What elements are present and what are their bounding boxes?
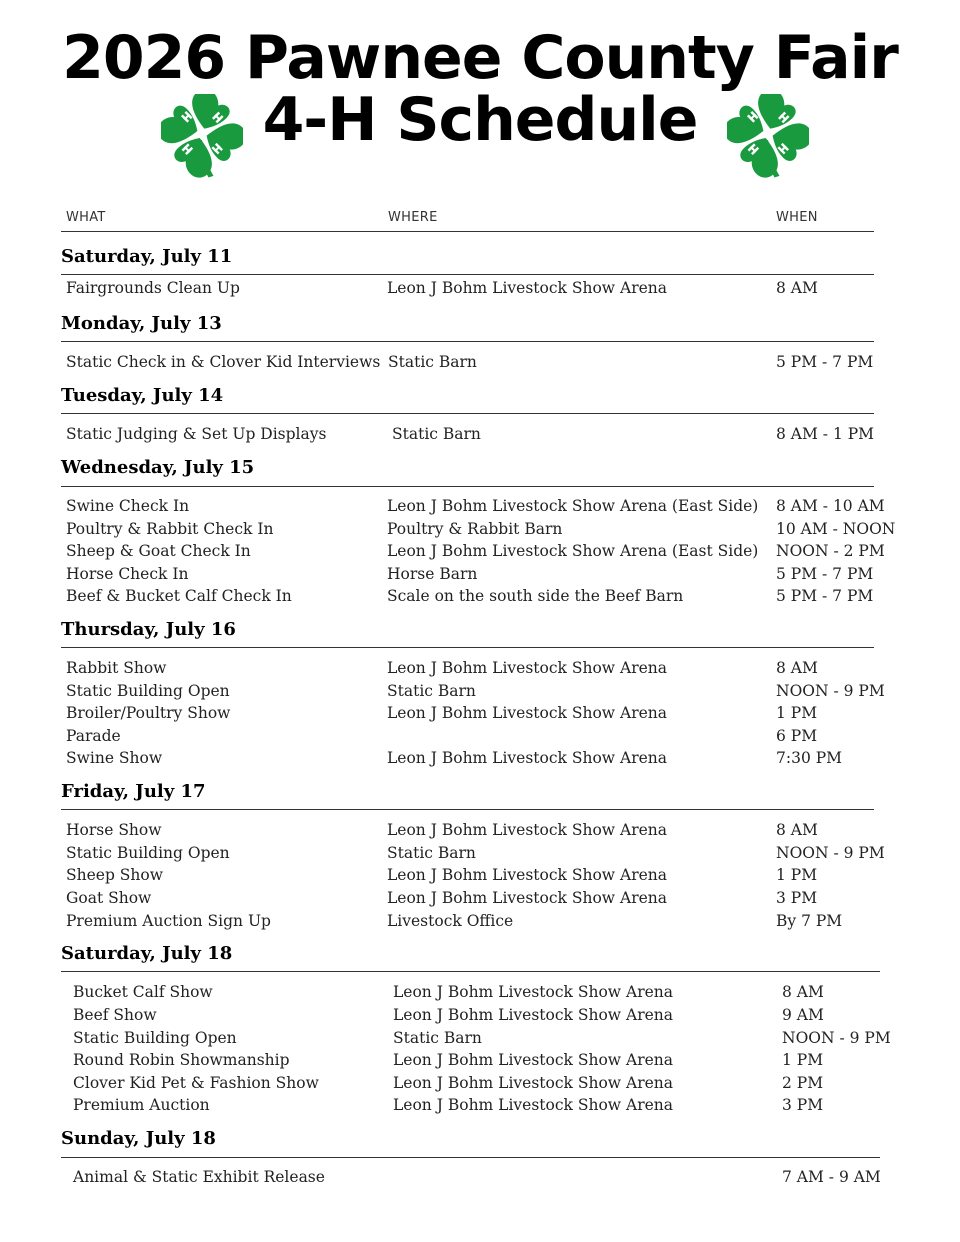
page-title: 2026 Pawnee County Fair bbox=[62, 23, 898, 93]
schedule-cell-when: NOON - 9 PM bbox=[782, 1029, 891, 1047]
schedule-cell-what: Premium Auction Sign Up bbox=[66, 912, 271, 930]
header-divider bbox=[61, 231, 874, 232]
schedule-cell-when: NOON - 2 PM bbox=[776, 542, 885, 560]
schedule-cell-where: Leon J Bohm Livestock Show Arena (East Side) bbox=[387, 497, 759, 515]
schedule-cell-where: Poultry & Rabbit Barn bbox=[387, 520, 563, 538]
schedule-cell-what: Swine Show bbox=[66, 749, 163, 767]
schedule-cell-where: Static Barn bbox=[387, 682, 476, 700]
schedule-cell-where: Leon J Bohm Livestock Show Arena bbox=[387, 749, 667, 767]
schedule-cell-what: Rabbit Show bbox=[66, 659, 167, 677]
schedule-cell-what: Clover Kid Pet & Fashion Show bbox=[73, 1074, 319, 1092]
4h-clover-icon bbox=[727, 94, 809, 180]
schedule-cell-where: Leon J Bohm Livestock Show Arena bbox=[393, 1096, 673, 1114]
schedule-cell-when: 8 AM - 1 PM bbox=[776, 425, 875, 443]
schedule-cell-when: NOON - 9 PM bbox=[776, 844, 885, 862]
schedule-cell-what: Poultry & Rabbit Check In bbox=[66, 520, 274, 538]
day-heading: Friday, July 17 bbox=[61, 781, 206, 802]
schedule-cell-when: 8 AM - 10 AM bbox=[776, 497, 885, 515]
schedule-cell-what: Static Building Open bbox=[66, 844, 230, 862]
schedule-cell-what: Broiler/Poultry Show bbox=[66, 704, 231, 722]
day-heading: Tuesday, July 14 bbox=[61, 385, 224, 406]
page-subtitle: 4-H Schedule bbox=[262, 85, 698, 155]
schedule-cell-where: Leon J Bohm Livestock Show Arena bbox=[393, 1051, 673, 1069]
schedule-cell-where: Static Barn bbox=[393, 1029, 482, 1047]
schedule-cell-where: Leon J Bohm Livestock Show Arena (East Side) bbox=[387, 542, 759, 560]
day-heading: Wednesday, July 15 bbox=[61, 457, 255, 478]
column-header-when: WHEN bbox=[776, 210, 818, 225]
day-divider bbox=[61, 809, 874, 810]
schedule-cell-what: Static Check in & Clover Kid Interviews bbox=[66, 353, 381, 371]
schedule-cell-what: Horse Check In bbox=[66, 565, 189, 583]
schedule-cell-when: 9 AM bbox=[782, 1006, 824, 1024]
schedule-cell-what: Sheep & Goat Check In bbox=[66, 542, 251, 560]
schedule-cell-where: Static Barn bbox=[388, 353, 477, 371]
schedule-cell-where: Horse Barn bbox=[387, 565, 478, 583]
schedule-cell-what: Static Building Open bbox=[66, 682, 230, 700]
schedule-cell-when: By 7 PM bbox=[776, 912, 843, 930]
day-divider bbox=[61, 1157, 880, 1158]
schedule-cell-when: 1 PM bbox=[776, 704, 818, 722]
day-heading: Sunday, July 18 bbox=[61, 1128, 216, 1149]
schedule-cell-where: Static Barn bbox=[387, 844, 476, 862]
schedule-cell-what: Goat Show bbox=[66, 889, 152, 907]
schedule-cell-when: 5 PM - 7 PM bbox=[776, 353, 874, 371]
schedule-cell-what: Static Building Open bbox=[73, 1029, 237, 1047]
schedule-cell-what: Animal & Static Exhibit Release bbox=[73, 1168, 325, 1186]
schedule-cell-when: 3 PM bbox=[776, 889, 818, 907]
schedule-cell-when: 5 PM - 7 PM bbox=[776, 565, 874, 583]
day-heading: Monday, July 13 bbox=[61, 313, 222, 334]
schedule-cell-where: Scale on the south side the Beef Barn bbox=[387, 587, 684, 605]
day-divider bbox=[61, 486, 874, 487]
schedule-cell-what: Beef Show bbox=[73, 1006, 157, 1024]
schedule-cell-when: 1 PM bbox=[782, 1051, 824, 1069]
schedule-cell-when: 5 PM - 7 PM bbox=[776, 587, 874, 605]
schedule-cell-where: Leon J Bohm Livestock Show Arena bbox=[387, 866, 667, 884]
schedule-cell-what: Bucket Calf Show bbox=[73, 983, 213, 1001]
column-header-where: WHERE bbox=[388, 210, 438, 225]
schedule-cell-when: 8 AM bbox=[776, 821, 818, 839]
schedule-cell-where: Leon J Bohm Livestock Show Arena bbox=[387, 821, 667, 839]
schedule-cell-when: 7 AM - 9 AM bbox=[782, 1168, 881, 1186]
schedule-cell-what: Static Judging & Set Up Displays bbox=[66, 425, 327, 443]
day-divider bbox=[61, 647, 874, 648]
schedule-cell-what: Horse Show bbox=[66, 821, 162, 839]
schedule-cell-when: 8 AM bbox=[776, 279, 818, 297]
schedule-cell-where: Leon J Bohm Livestock Show Arena bbox=[393, 983, 673, 1001]
schedule-cell-where: Leon J Bohm Livestock Show Arena bbox=[387, 889, 667, 907]
schedule-cell-when: 10 AM - NOON bbox=[776, 520, 896, 538]
schedule-cell-what: Sheep Show bbox=[66, 866, 163, 884]
schedule-cell-when: 7:30 PM bbox=[776, 749, 843, 767]
schedule-cell-where: Leon J Bohm Livestock Show Arena bbox=[387, 704, 667, 722]
schedule-cell-when: 3 PM bbox=[782, 1096, 824, 1114]
schedule-cell-what: Beef & Bucket Calf Check In bbox=[66, 587, 292, 605]
schedule-cell-when: 1 PM bbox=[776, 866, 818, 884]
4h-clover-icon bbox=[161, 94, 243, 180]
schedule-cell-where: Leon J Bohm Livestock Show Arena bbox=[387, 659, 667, 677]
schedule-cell-where: Leon J Bohm Livestock Show Arena bbox=[387, 279, 667, 297]
day-divider bbox=[61, 274, 874, 275]
day-divider bbox=[61, 341, 874, 342]
schedule-cell-where: Leon J Bohm Livestock Show Arena bbox=[393, 1074, 673, 1092]
schedule-cell-what: Swine Check In bbox=[66, 497, 190, 515]
schedule-cell-what: Fairgrounds Clean Up bbox=[66, 279, 240, 297]
schedule-cell-where: Static Barn bbox=[392, 425, 481, 443]
schedule-cell-what: Premium Auction bbox=[73, 1096, 210, 1114]
schedule-cell-when: 2 PM bbox=[782, 1074, 824, 1092]
day-heading: Thursday, July 16 bbox=[61, 619, 236, 640]
schedule-cell-what: Parade bbox=[66, 727, 121, 745]
schedule-cell-where: Livestock Office bbox=[387, 912, 514, 930]
schedule-cell-when: 6 PM bbox=[776, 727, 818, 745]
day-heading: Saturday, July 18 bbox=[61, 943, 233, 964]
day-heading: Saturday, July 11 bbox=[61, 246, 233, 267]
schedule-cell-when: 8 AM bbox=[776, 659, 818, 677]
schedule-cell-what: Round Robin Showmanship bbox=[73, 1051, 290, 1069]
schedule-cell-when: 8 AM bbox=[782, 983, 824, 1001]
schedule-cell-when: NOON - 9 PM bbox=[776, 682, 885, 700]
day-divider bbox=[61, 971, 880, 972]
day-divider bbox=[61, 413, 874, 414]
schedule-cell-where: Leon J Bohm Livestock Show Arena bbox=[393, 1006, 673, 1024]
column-header-what: WHAT bbox=[66, 210, 106, 225]
